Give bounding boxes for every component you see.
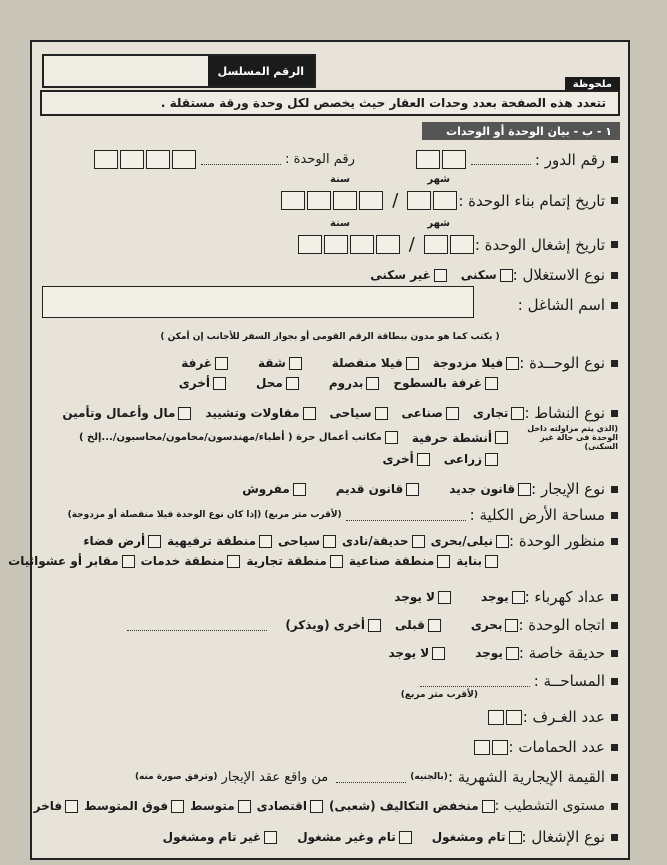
- unit-number-input[interactable]: [93, 150, 197, 169]
- year-label-1: سنة: [330, 174, 350, 185]
- bullet-icon: [611, 538, 618, 545]
- total-area-row: [42, 506, 618, 524]
- activity-option[interactable]: صناعى: [402, 406, 459, 420]
- rent-value-unit: (بالجنيه): [410, 772, 448, 782]
- direction-label: اتجاه الوحدة :: [518, 616, 605, 634]
- note-text: تتعدد هذه الصفحة بعدد وحدات العقار حيث يخصص لكل وحدة ورقة مستقلة .: [40, 90, 620, 116]
- occupancy-month-input[interactable]: [423, 235, 475, 254]
- occupancy-type-label: نوع الإشغال :: [521, 828, 605, 846]
- activity-option[interactable]: زراعى: [444, 452, 498, 466]
- serial-label: الرقم المسلسل: [208, 56, 314, 86]
- activity-option[interactable]: أنشطة حرفية: [412, 431, 508, 445]
- floor-input[interactable]: [415, 150, 467, 169]
- occupancy-date-label: تاريخ إشغال الوحدة :: [474, 235, 605, 254]
- occupant-hint: ( يكتب كما هو مدون ببطاقة الرقم القومى أو بجواز السفر للأجانب إن أمكن ): [160, 332, 500, 342]
- occupancy-date-row: تاريخ إشغال الوحدة : /: [42, 234, 618, 255]
- finish-option[interactable]: متوسط: [190, 799, 251, 813]
- unit-type-option[interactable]: شقة: [258, 356, 302, 370]
- direction-option[interactable]: قبلى: [395, 618, 441, 632]
- month-label-2: شهر: [427, 218, 450, 229]
- direction-row: [42, 616, 618, 634]
- direction-option[interactable]: بحرى: [471, 618, 519, 632]
- view-row: [42, 532, 618, 550]
- view-option[interactable]: منطقة ترفيهية: [167, 534, 272, 548]
- bullet-icon: [611, 197, 618, 204]
- bullet-icon: [611, 774, 618, 781]
- build-year-input[interactable]: [280, 191, 384, 210]
- form-page: [8, 40, 630, 860]
- activity-row-3: [42, 452, 618, 466]
- view-option[interactable]: منطقة صناعية: [349, 554, 450, 568]
- view-option[interactable]: مقابر أو عشوائيات: [8, 554, 134, 568]
- area-label: المساحــة :: [533, 672, 605, 690]
- rent-row: [42, 480, 618, 498]
- garden-label: حديقة خاصة :: [518, 644, 605, 662]
- area-hint-row: [42, 690, 618, 700]
- activity-row-2: [42, 424, 618, 451]
- total-area-input[interactable]: [346, 510, 466, 521]
- view-option[interactable]: منطقة خدمات: [141, 554, 241, 568]
- rooms-label: عدد الغـرف :: [522, 708, 605, 726]
- occupant-label: اسم الشاغل :: [517, 296, 605, 314]
- serial-number-field[interactable]: [42, 54, 316, 88]
- unit-type-option[interactable]: أخرى: [179, 376, 226, 390]
- use-type-option-nonresidential[interactable]: غير سكنى: [370, 268, 447, 282]
- unit-type-row-2: [42, 376, 618, 390]
- occupancy-type-option[interactable]: تام ومشغول: [432, 830, 522, 844]
- activity-option[interactable]: مكاتب أعمال حرة ( أطباء/مهندسون/محامون/محاسبون/...إلخ ): [79, 431, 398, 444]
- unit-type-option[interactable]: فيلا مزدوجة: [433, 356, 519, 370]
- electric-option[interactable]: لا يوجد: [394, 590, 451, 604]
- unit-number-label: رقم الوحدة :: [285, 152, 355, 167]
- rent-value-hint: (وترفق صورة منه): [134, 772, 218, 782]
- rent-label: نوع الإيجار :: [531, 480, 605, 498]
- view-option[interactable]: منطقة تجارية: [246, 554, 342, 568]
- use-type-label: نوع الاستغلال :: [512, 266, 605, 284]
- build-date-row: تاريخ إتمام بناء الوحدة : /: [42, 190, 618, 211]
- garden-option[interactable]: يوجد: [475, 646, 519, 660]
- view-label: منظور الوحدة :: [509, 532, 605, 550]
- rent-option[interactable]: قانون جديد: [449, 482, 531, 496]
- electric-option[interactable]: يوجد: [481, 590, 525, 604]
- bullet-icon: [611, 678, 618, 685]
- use-type-option-residential[interactable]: سكنى: [461, 268, 513, 282]
- unit-type-label: نوع الوحــدة :: [519, 354, 605, 372]
- finish-option[interactable]: اقتصادى: [257, 799, 323, 813]
- rent-option[interactable]: مفروش: [242, 482, 306, 496]
- finish-option[interactable]: فاخر: [34, 799, 78, 813]
- finish-option[interactable]: فوق المتوسط: [84, 799, 184, 813]
- bullet-icon: [611, 834, 618, 841]
- month-label-1: شهر: [427, 174, 450, 185]
- bullet-icon: [611, 156, 618, 163]
- occupancy-type-row: [42, 828, 618, 846]
- bullet-icon: [611, 803, 618, 810]
- unit-type-option[interactable]: غرفة: [181, 356, 228, 370]
- occupancy-type-option[interactable]: تام وغير مشغول: [297, 830, 412, 844]
- bullet-icon: [611, 594, 618, 601]
- occupancy-type-option[interactable]: غير تام ومشغول: [163, 830, 278, 844]
- activity-sublabel: (الذي يتم مزاولته داخل الوحدة فى حالة غير السكنى): [527, 424, 618, 451]
- unit-type-row: [42, 354, 618, 372]
- activity-label: نوع النشاط :: [524, 404, 605, 422]
- bullet-icon: [611, 360, 618, 367]
- view-option[interactable]: بناية: [456, 554, 498, 568]
- unit-type-option[interactable]: محل: [256, 376, 299, 390]
- rent-value-source: من واقع عقد الإيجار: [221, 769, 329, 785]
- floor-label: رقم الدور :: [534, 150, 605, 169]
- total-area-label: مساحة الأرض الكلية :: [469, 506, 605, 524]
- activity-option[interactable]: سياحى: [330, 406, 388, 420]
- area-hint: (لأقرب متر مربع): [400, 690, 478, 700]
- electric-row: [42, 588, 618, 606]
- unit-type-option[interactable]: فيلا منفصلة: [332, 356, 419, 370]
- total-area-hint: (لأقرب متر مربع) (إذا كان نوع الوحدة فيلا منفصلة أو مزدوجة): [67, 510, 342, 520]
- bullet-icon: [611, 486, 618, 493]
- year-label-2: سنة: [330, 218, 350, 229]
- note-tag: ملحوظة: [565, 77, 620, 92]
- rent-value-input[interactable]: [336, 772, 406, 783]
- rent-value-row: [42, 768, 618, 786]
- floor-row: [42, 150, 618, 169]
- garden-row: [42, 644, 618, 662]
- activity-option[interactable]: مقاولات وتشييد: [205, 406, 315, 420]
- bullet-icon: [611, 410, 618, 417]
- bullet-icon: [611, 744, 618, 751]
- unit-type-option[interactable]: بدروم: [329, 376, 380, 390]
- activity-row: [42, 404, 618, 422]
- build-month-input[interactable]: [406, 191, 458, 210]
- bullet-icon: [611, 650, 618, 657]
- bullet-icon: [611, 302, 618, 309]
- bullet-icon: [611, 241, 618, 248]
- bullet-icon: [611, 272, 618, 279]
- bullet-icon: [611, 714, 618, 721]
- view-option[interactable]: حديقة/نادى: [342, 534, 425, 548]
- unit-type-option[interactable]: غرفة بالسطوح: [393, 376, 498, 390]
- occupant-name-input[interactable]: [42, 286, 474, 318]
- activity-option[interactable]: مال وأعمال وتأمين: [62, 406, 191, 420]
- occupancy-year-input[interactable]: [297, 235, 401, 254]
- baths-input[interactable]: [473, 740, 509, 755]
- view-row-2: [8, 554, 618, 568]
- area-row: [42, 672, 618, 690]
- view-option[interactable]: سياحى: [278, 534, 336, 548]
- use-type-row: [42, 266, 618, 284]
- rent-option[interactable]: قانون قديم: [336, 482, 420, 496]
- garden-option[interactable]: لا يوجد: [388, 646, 445, 660]
- baths-row: [42, 738, 618, 756]
- area-input[interactable]: [420, 676, 530, 687]
- finish-label: مستوى التشطيب :: [494, 798, 605, 814]
- baths-label: عدد الحمامات :: [508, 738, 605, 756]
- build-date-label: تاريخ إتمام بناء الوحدة :: [458, 191, 605, 210]
- rooms-row: [42, 708, 618, 726]
- activity-option[interactable]: تجارى: [473, 406, 525, 420]
- view-option[interactable]: أرض فضاء: [83, 534, 161, 548]
- activity-option[interactable]: أخرى: [382, 452, 429, 466]
- section-title: ١ - ب - بيان الوحدة أو الوحدات: [422, 122, 620, 140]
- bullet-icon: [611, 622, 618, 629]
- finish-option[interactable]: منخفض التكاليف (شعبى): [329, 799, 495, 813]
- bullet-icon: [611, 512, 618, 519]
- serial-value[interactable]: [44, 56, 208, 86]
- direction-option[interactable]: أخرى (ويذكر): [285, 618, 381, 632]
- view-option[interactable]: نيلى/بحرى: [431, 534, 509, 548]
- rent-value-label: القيمة الإيجارية الشهرية :: [447, 768, 605, 786]
- direction-other-input[interactable]: [127, 620, 267, 631]
- rooms-input[interactable]: [487, 710, 523, 725]
- electric-label: عداد كهرباء :: [524, 588, 605, 606]
- finish-row: [33, 798, 618, 814]
